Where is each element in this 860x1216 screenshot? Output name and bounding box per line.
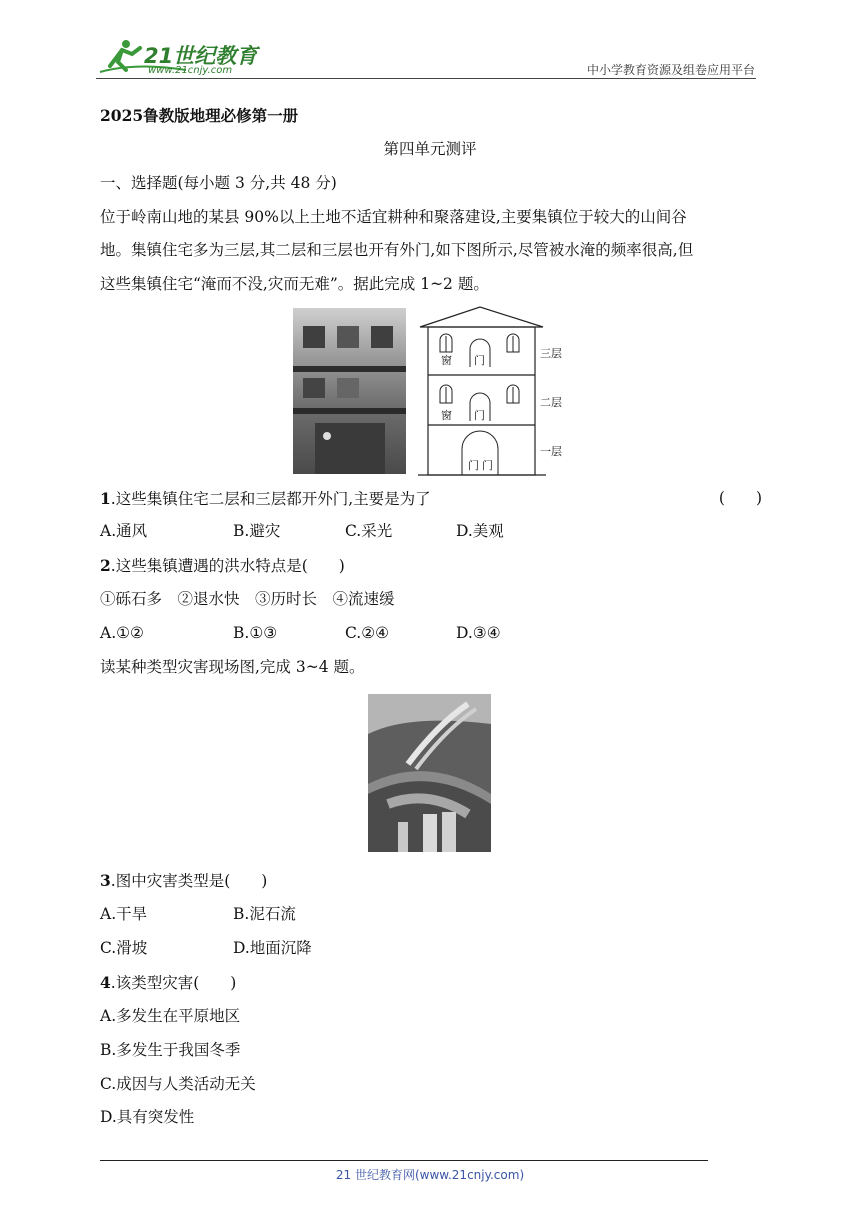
window-label: 窗: [441, 354, 452, 367]
platform-tagline: 中小学教育资源及组卷应用平台: [586, 63, 755, 77]
question-number: 3: [100, 871, 111, 890]
q2-options: [0, 626, 860, 644]
floor-label-2: 二层: [540, 396, 562, 409]
intro-line-3: 这些集镇住宅“淹而不没,灾而无难”。据此完成 1~2 题。: [100, 275, 489, 293]
answer-bracket: ( ): [718, 489, 762, 507]
section-heading: 一、选择题(每小题 3 分,共 48 分): [100, 174, 337, 192]
logo-sub-text: www.21cnjy.com: [148, 65, 233, 76]
option-a: A.多发生在平原地区: [100, 1007, 241, 1025]
option-c: C.滑坡: [100, 939, 148, 957]
house-photo: [293, 308, 406, 474]
option-a: A.①②: [100, 624, 144, 642]
option-a: A.干旱: [100, 905, 148, 923]
disaster-photo: [368, 694, 491, 852]
q1-options: [0, 524, 860, 542]
question-number: 2: [100, 556, 111, 575]
option-b: B.多发生于我国冬季: [100, 1041, 241, 1059]
option-d: D.具有突发性: [100, 1108, 195, 1126]
question-stem: .该类型灾害( ): [110, 974, 237, 992]
question-number: 1: [100, 489, 111, 508]
question-2: [100, 558, 345, 575]
door-label: 门: [474, 409, 485, 422]
footer-link[interactable]: 21 世纪教育网(www.21cnjy.com): [335, 1168, 525, 1182]
question-stem: .这些集镇遭遇的洪水特点是( ): [110, 557, 345, 575]
question-number: 4: [100, 973, 111, 992]
option-d: D.地面沉降: [233, 939, 312, 957]
option-b: B.避灾: [233, 522, 281, 540]
door-label: 门: [474, 354, 485, 367]
footer-divider: [100, 1160, 708, 1161]
intro-2: 读某种类型灾害现场图,完成 3~4 题。: [100, 658, 365, 676]
option-c: C.成因与人类活动无关: [100, 1075, 256, 1093]
option-b: B.①③: [233, 624, 278, 642]
window-label: 窗: [441, 409, 452, 422]
question-3: [100, 873, 267, 890]
option-c: C.②④: [345, 624, 390, 642]
intro-line-1: 位于岭南山地的某县 90%以上土地不适宜耕种和聚落建设,主要集镇位于较大的山间谷: [100, 208, 687, 226]
floor-label-3: 三层: [540, 347, 562, 360]
option-d: D.美观: [456, 522, 504, 540]
floor-label-1: 一层: [540, 445, 562, 458]
option-d: D.③④: [456, 624, 501, 642]
question-1: [100, 491, 431, 508]
question-stem: .图中灾害类型是( ): [110, 872, 268, 890]
door-label: 门: [482, 459, 493, 472]
question-stem: .这些集镇住宅二层和三层都开外门,主要是为了: [110, 490, 431, 508]
option-b: B.泥石流: [233, 905, 296, 923]
house-diagram: [418, 305, 568, 477]
logo-main-text: 21世纪教育: [144, 44, 258, 68]
option-a: A.通风: [100, 522, 148, 540]
door-label: 门: [468, 459, 479, 472]
option-c: C.采光: [345, 522, 393, 540]
site-logo: [96, 36, 266, 78]
header-divider: [96, 78, 756, 79]
unit-title: 第四单元测评: [383, 140, 477, 158]
book-title: 2025鲁教版地理必修第一册: [100, 106, 299, 125]
q2-statements: ①砾石多 ②退水快 ③历时长 ④流速缓: [100, 590, 395, 608]
question-4: [100, 975, 236, 992]
intro-line-2: 地。集镇住宅多为三层,其二层和三层也开有外门,如下图所示,尽管被水淹的频率很高,但: [100, 241, 694, 259]
